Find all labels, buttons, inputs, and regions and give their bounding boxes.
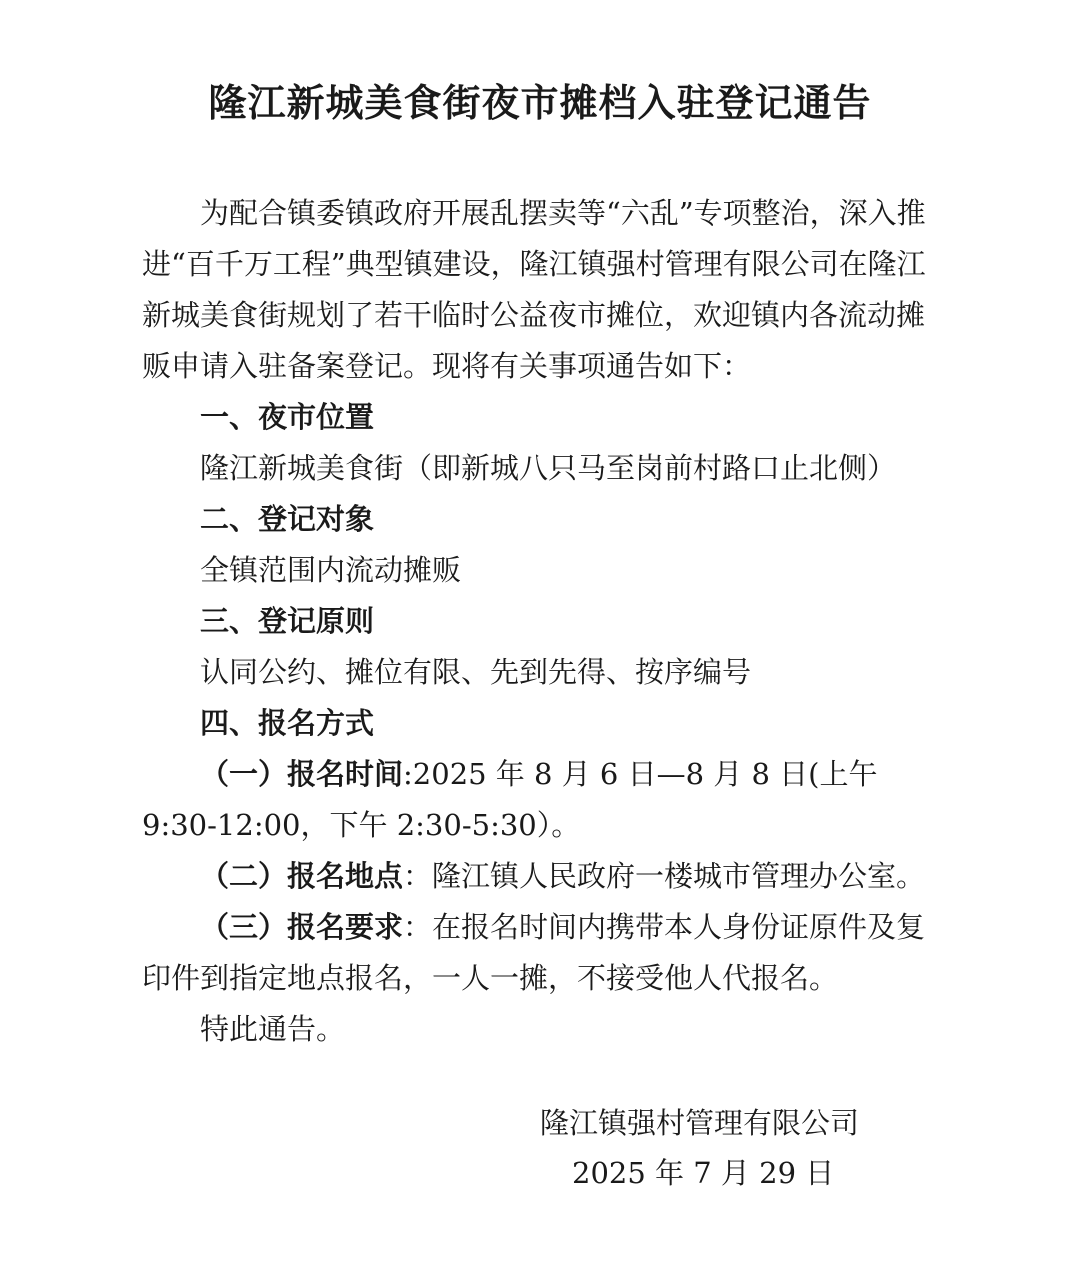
document-body <box>142 188 942 1055</box>
registration-requirement-label: （三）报名要求 <box>200 910 404 944</box>
signature-org: 隆江镇强村管理有限公司 <box>540 1106 860 1140</box>
registration-requirement <box>142 902 942 1004</box>
signature-date: 2025 年 7 月 29 日 <box>572 1156 835 1190</box>
signature-block <box>540 1098 859 1198</box>
registration-time <box>142 749 942 851</box>
section-content-target: 全镇范围内流动摊贩 <box>200 553 462 587</box>
document-title: 隆江新城美食街夜市摊档入驻登记通告 <box>208 81 872 125</box>
section-content-principle: 认同公约、摊位有限、先到先得、按序编号 <box>200 655 752 689</box>
registration-time-label: （一）报名时间 <box>200 757 404 791</box>
closing-line: 特此通告。 <box>200 1012 346 1046</box>
section-heading-method: 四、报名方式 <box>200 706 375 740</box>
registration-requirement-text: ：在报名时间内携带本人身份证原件及复印件到指定地点报名，一人一摊，不接受他人代报名。 <box>142 910 926 995</box>
intro-paragraph: 为配合镇委镇政府开展乱摆卖等“六乱”专项整治，深入推进“百千万工程”典型镇建设，隆江镇强村管理有限公司在隆江新城美食街规划了若干临时公益夜市摊位，欢迎镇内各流动摊贩申请入驻备案登记。现将有关事项通告如下： <box>142 196 926 383</box>
registration-place <box>142 851 942 902</box>
section-heading-principle: 三、登记原则 <box>200 604 375 638</box>
section-heading-location: 一、夜市位置 <box>200 400 375 434</box>
registration-time-text: :2025 年 8 月 6 日—8 月 8 日(上午 9:30-12:00，下午 2:30-5:30）。 <box>142 757 878 842</box>
registration-place-text: ：隆江镇人民政府一楼城市管理办公室。 <box>403 859 926 893</box>
section-heading-target: 二、登记对象 <box>200 502 375 536</box>
registration-place-label: （二）报名地点 <box>200 859 404 893</box>
section-content-location: 隆江新城美食街（即新城八只马至岗前村路口止北侧） <box>200 451 897 485</box>
